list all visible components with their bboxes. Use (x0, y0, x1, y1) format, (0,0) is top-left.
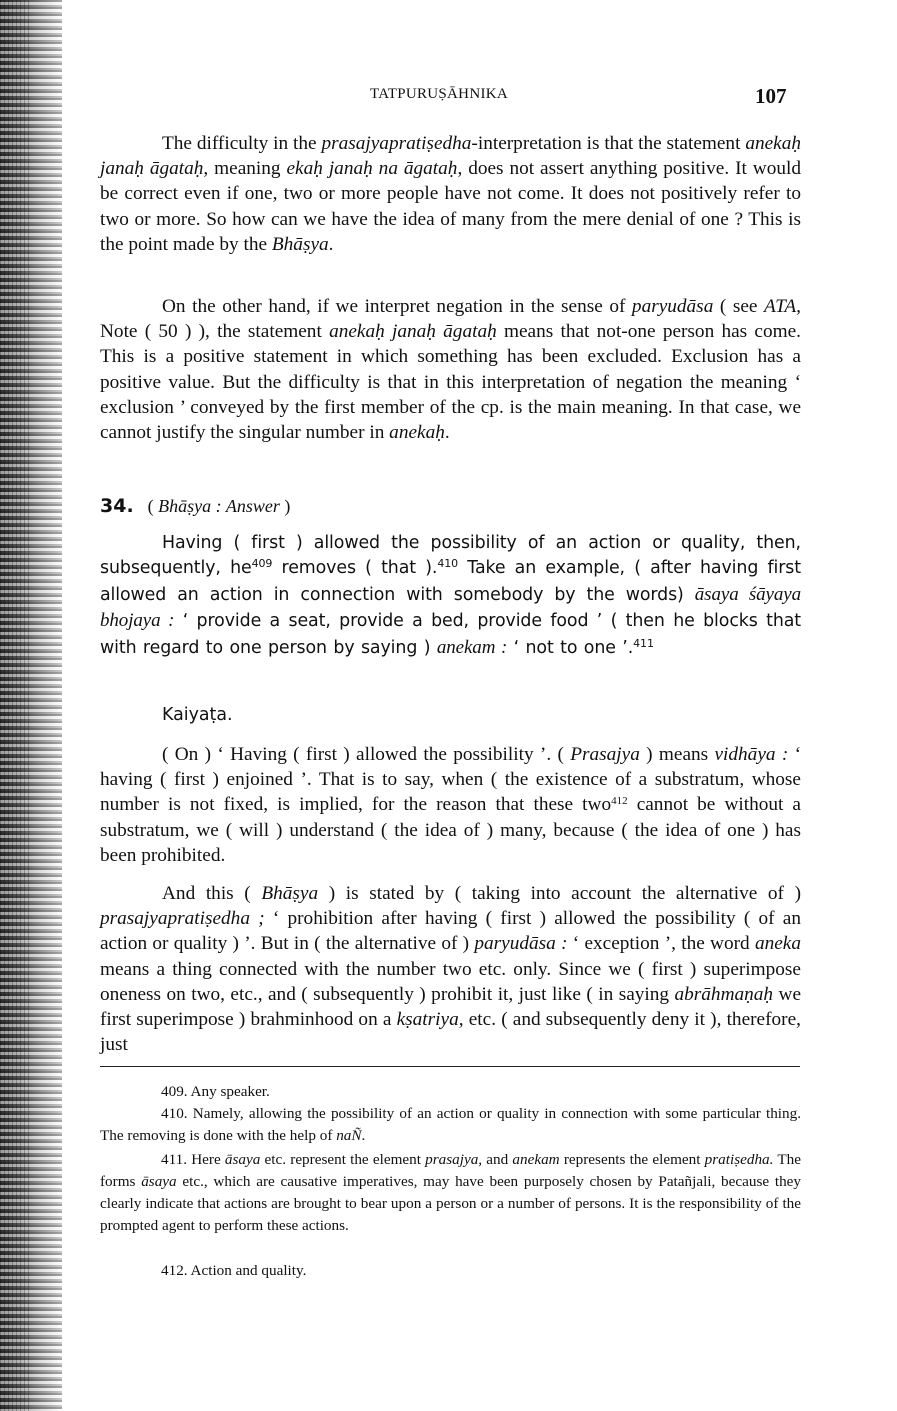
text-run: ‘ having ( first ) enjoined ’. That is to say, when ( the existence of a substratum, whose number is not fixed, is implied, for the reason that these two (100, 744, 802, 816)
section-number: 34. (100, 495, 134, 517)
text-run: represents the element (559, 1151, 705, 1168)
footnote-410 (100, 1103, 801, 1147)
text-run: etc., which are causative imperatives, may have been purposely chosen by Patañjali, because they clearly indicate that actions are brought to bear upon a person or a number of persons. It is the responsibility of the prompted agent to perform these actions. (100, 1173, 801, 1234)
text-run: On the other hand, if we interpret negation in the sense of (162, 296, 632, 317)
page-number: 107 (755, 84, 787, 108)
italic-term: anekam : (436, 636, 508, 658)
italic-term: prasajya, (425, 1151, 483, 1168)
text-run: Take an example, ( after having first allowed an action in connection with somebody by the words) (100, 558, 801, 605)
text-run: , meaning (203, 158, 287, 180)
text-run: , does not assert anything positive. It would be correct even if one, two or more people have not come. It does not positively refer to two or more. So how can we have the idea of many from the mere denial of one ? This is the point made by the (100, 158, 801, 255)
footnote-ref: 412 (611, 795, 628, 808)
italic-term: abrāhmaṇaḥ (674, 983, 774, 1005)
text-run: ( On ) ‘ Having ( first ) allowed the possibility ’. ( (162, 744, 571, 765)
text-run: etc. ( and subsequently deny it ), therefore, just (100, 1009, 801, 1056)
section-title: Bhāṣya : Answer (158, 496, 280, 516)
footnote-411 (100, 1149, 801, 1237)
italic-term: anekaḥ janaḥ āgataḥ (100, 133, 801, 180)
italic-term: kṣatriya, (396, 1009, 464, 1031)
text-run: ‘ exception ’, the word (567, 933, 755, 955)
bhasya-translation (100, 531, 801, 661)
text-run: removes ( that ). (272, 558, 438, 579)
text-run: we first superimpose ) brahminhood on a (100, 983, 801, 1031)
italic-term: ekaḥ janaḥ na āgataḥ (286, 158, 458, 180)
text-run: The forms (100, 1151, 801, 1190)
italic-term: paryudāsa : (474, 933, 568, 955)
italic-term: āsaya śāyaya bhojaya : (100, 583, 801, 632)
paragraph-kaiyata-2 (100, 881, 801, 1057)
text-run: The difficulty in the (162, 133, 322, 154)
italic-term: ATA, (764, 296, 801, 317)
italic-term: anekaḥ (389, 422, 445, 444)
text-run: ‘ provide a seat, provide a bed, provide food ’ ( then he blocks that with regard to one person by saying ) (100, 611, 802, 658)
italic-term: vidhāya : (714, 744, 789, 765)
italic-term: paryudāsa (631, 296, 714, 317)
footnote-409 (100, 1081, 801, 1103)
paragraph-2 (100, 294, 801, 445)
italic-term: naÑ (336, 1127, 362, 1144)
text-run: And this ( (162, 883, 262, 904)
text-run: Having ( first ) allowed the possibility of an action or quality, then, subsequently, he (100, 533, 801, 579)
text-run: . (361, 1127, 366, 1144)
footnote-ref: 410 (437, 557, 459, 571)
italic-term: Bhāṣya (271, 233, 329, 255)
running-header: TATPURUṢĀHNIKA (370, 86, 509, 102)
italic-term: anekaḥ janaḥ āgataḥ (329, 321, 497, 343)
text-run: ) means (639, 744, 715, 765)
text-run: etc. represent the element (260, 1151, 426, 1168)
text-run: cannot be without a substratum, we ( will ) understand ( the idea of ) many, because ( the idea of one ) has been prohibited. (100, 794, 801, 866)
section-open: ( (147, 496, 159, 516)
italic-term: pratiṣedha. (704, 1151, 774, 1168)
commentator-heading: Kaiyaṭa. (162, 705, 233, 725)
text-run: ‘ prohibition after having ( first ) allowed the possibility ( of an action or quality ) ’. But in ( the alternative of ) (100, 908, 801, 955)
italic-term: aneka (754, 933, 802, 955)
italic-term: prasajyapratiṣedha ; (100, 908, 265, 930)
italic-term: Prasajya (570, 744, 640, 765)
paragraph-kaiyata-1 (100, 742, 801, 868)
italic-term: prasajyapratiṣedha (321, 133, 472, 154)
italic-term: āsaya (141, 1173, 177, 1190)
section-close: ) (279, 496, 291, 516)
italic-term: anekam (512, 1151, 560, 1168)
text-run: 411. Here (161, 1151, 225, 1168)
text-run: ‘ not to one ’. (507, 637, 634, 658)
text-run: -interpretation is that the statement (471, 133, 746, 154)
paragraph-1 (100, 131, 801, 257)
footnote-ref: 411 (633, 636, 654, 650)
italic-term: āsaya (224, 1151, 261, 1168)
footnote-412 (100, 1260, 801, 1282)
footnote-rule (100, 1066, 800, 1067)
italic-term: Bhāṣya (261, 883, 319, 904)
text-run: . (444, 422, 450, 444)
text-run: means that not-one person has come. This is a positive statement in which something has been excluded. Exclusion has a positive value. But the difficulty is that in this interpretation of negation the meaning ‘ exclusion ’ conveyed by the first member of the cp. is the main meaning. In that case, we cannot justify the singular number in (100, 321, 801, 444)
footnote-ref: 409 (251, 557, 273, 571)
text-run: . (328, 233, 334, 255)
text-run: means a thing connected with the number two etc. only. Since we ( first ) superimpose oneness on two, etc., and ( subsequently ) prohibit it, just like ( in saying (100, 958, 801, 1005)
text-run: 412. Action and quality. (161, 1262, 307, 1279)
scan-edge-noise (0, 0, 30, 1411)
text-run: and (482, 1151, 513, 1168)
text-run: ( see (713, 296, 765, 317)
text-run: 409. Any speaker. (161, 1083, 270, 1100)
text-run: Note ( 50 ) ), the statement (100, 321, 330, 343)
text-run: ) is stated by ( taking into account the alternative of ) (318, 883, 802, 904)
text-run: 410. Namely, allowing the possibility of an action or quality in connection with some particular thing. The removing is done with the help of (100, 1105, 801, 1144)
section-heading (100, 495, 290, 517)
